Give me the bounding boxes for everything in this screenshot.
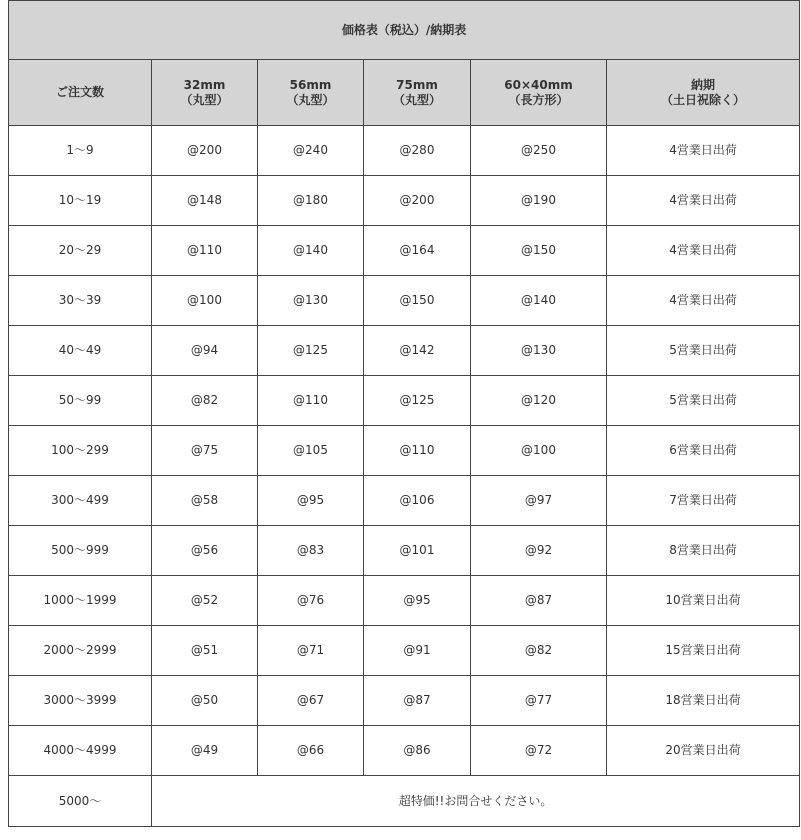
table-row xyxy=(9,326,800,376)
price-60x40mm-cell: @120 xyxy=(471,376,607,426)
price-75mm-cell: @101 xyxy=(364,526,471,576)
quantity-cell: 10〜19 xyxy=(9,176,152,226)
price-32mm-cell: @200 xyxy=(152,126,258,176)
table-title: 価格表（税込）/納期表 xyxy=(9,1,800,60)
price-75mm-cell: @87 xyxy=(364,676,471,726)
lead-time-cell: 6営業日出荷 xyxy=(607,426,800,476)
quantity-cell: 20〜29 xyxy=(9,226,152,276)
column-header-quantity xyxy=(9,60,152,126)
price-32mm-cell: @148 xyxy=(152,176,258,226)
price-32mm-cell: @50 xyxy=(152,676,258,726)
price-56mm-cell: @71 xyxy=(258,626,364,676)
lead-time-cell: 20営業日出荷 xyxy=(607,726,800,776)
price-60x40mm-cell: @100 xyxy=(471,426,607,476)
price-75mm-cell: @150 xyxy=(364,276,471,326)
price-32mm-cell: @110 xyxy=(152,226,258,276)
table-row xyxy=(9,126,800,176)
price-56mm-cell: @180 xyxy=(258,176,364,226)
price-32mm-cell: @49 xyxy=(152,726,258,776)
quantity-cell: 5000〜 xyxy=(9,776,152,827)
column-header-label: 納期 xyxy=(691,77,716,92)
price-60x40mm-cell: @190 xyxy=(471,176,607,226)
price-75mm-cell: @164 xyxy=(364,226,471,276)
table-header-row xyxy=(9,60,800,126)
quantity-cell: 40〜49 xyxy=(9,326,152,376)
lead-time-cell: 5営業日出荷 xyxy=(607,376,800,426)
price-60x40mm-cell: @150 xyxy=(471,226,607,276)
price-32mm-cell: @82 xyxy=(152,376,258,426)
price-32mm-cell: @52 xyxy=(152,576,258,626)
lead-time-cell: 4営業日出荷 xyxy=(607,226,800,276)
price-56mm-cell: @110 xyxy=(258,376,364,426)
column-header-56mm xyxy=(258,60,364,126)
price-56mm-cell: @130 xyxy=(258,276,364,326)
quantity-cell: 1000〜1999 xyxy=(9,576,152,626)
column-header-sublabel: （丸型） xyxy=(392,92,441,107)
lead-time-cell: 4営業日出荷 xyxy=(607,176,800,226)
price-56mm-cell: @240 xyxy=(258,126,364,176)
quantity-cell: 4000〜4999 xyxy=(9,726,152,776)
price-56mm-cell: @105 xyxy=(258,426,364,476)
quantity-cell: 300〜499 xyxy=(9,476,152,526)
lead-time-cell: 8営業日出荷 xyxy=(607,526,800,576)
price-60x40mm-cell: @250 xyxy=(471,126,607,176)
price-56mm-cell: @83 xyxy=(258,526,364,576)
table-row xyxy=(9,576,800,626)
price-32mm-cell: @75 xyxy=(152,426,258,476)
quantity-cell: 50〜99 xyxy=(9,376,152,426)
price-56mm-cell: @140 xyxy=(258,226,364,276)
quantity-cell: 1〜9 xyxy=(9,126,152,176)
inquiry-note: 超特価!!お問合せください。 xyxy=(152,776,800,827)
lead-time-cell: 4営業日出荷 xyxy=(607,126,800,176)
quantity-cell: 30〜39 xyxy=(9,276,152,326)
lead-time-cell: 15営業日出荷 xyxy=(607,626,800,676)
table-row xyxy=(9,676,800,726)
price-56mm-cell: @125 xyxy=(258,326,364,376)
table-row-inquiry xyxy=(9,776,800,827)
column-header-sublabel: （丸型） xyxy=(180,92,229,107)
lead-time-cell: 18営業日出荷 xyxy=(607,676,800,726)
price-32mm-cell: @56 xyxy=(152,526,258,576)
column-header-32mm xyxy=(152,60,258,126)
quantity-cell: 3000〜3999 xyxy=(9,676,152,726)
table-row xyxy=(9,426,800,476)
price-56mm-cell: @67 xyxy=(258,676,364,726)
column-header-label: 56mm xyxy=(289,77,332,92)
lead-time-cell: 10営業日出荷 xyxy=(607,576,800,626)
price-56mm-cell: @66 xyxy=(258,726,364,776)
table-row xyxy=(9,626,800,676)
column-header-label: 75mm xyxy=(396,77,438,92)
column-header-60x40mm xyxy=(471,60,607,126)
column-header-sublabel: （丸型） xyxy=(286,92,335,107)
price-60x40mm-cell: @97 xyxy=(471,476,607,526)
price-60x40mm-cell: @82 xyxy=(471,626,607,676)
price-60x40mm-cell: @87 xyxy=(471,576,607,626)
table-title-row xyxy=(9,1,800,60)
quantity-cell: 2000〜2999 xyxy=(9,626,152,676)
table-row xyxy=(9,276,800,326)
price-60x40mm-cell: @72 xyxy=(471,726,607,776)
price-75mm-cell: @280 xyxy=(364,126,471,176)
price-75mm-cell: @95 xyxy=(364,576,471,626)
table-row xyxy=(9,226,800,276)
price-75mm-cell: @86 xyxy=(364,726,471,776)
table-row xyxy=(9,726,800,776)
price-75mm-cell: @91 xyxy=(364,626,471,676)
column-header-sublabel: （長方形） xyxy=(508,92,569,107)
price-32mm-cell: @51 xyxy=(152,626,258,676)
price-56mm-cell: @95 xyxy=(258,476,364,526)
column-header-lead-time xyxy=(607,60,800,126)
price-60x40mm-cell: @77 xyxy=(471,676,607,726)
table-row xyxy=(9,176,800,226)
column-header-75mm xyxy=(364,60,471,126)
table-row xyxy=(9,376,800,426)
quantity-cell: 500〜999 xyxy=(9,526,152,576)
price-60x40mm-cell: @130 xyxy=(471,326,607,376)
table-row xyxy=(9,526,800,576)
price-table xyxy=(8,0,800,827)
column-header-sublabel: （土日祝除く） xyxy=(661,92,746,107)
lead-time-cell: 5営業日出荷 xyxy=(607,326,800,376)
quantity-cell: 100〜299 xyxy=(9,426,152,476)
price-75mm-cell: @110 xyxy=(364,426,471,476)
price-75mm-cell: @125 xyxy=(364,376,471,426)
column-header-label: ご注文数 xyxy=(55,85,104,99)
price-32mm-cell: @100 xyxy=(152,276,258,326)
price-32mm-cell: @94 xyxy=(152,326,258,376)
column-header-label: 32mm xyxy=(183,77,226,92)
column-header-label: 60×40mm xyxy=(504,77,573,92)
price-60x40mm-cell: @140 xyxy=(471,276,607,326)
price-75mm-cell: @200 xyxy=(364,176,471,226)
lead-time-cell: 4営業日出荷 xyxy=(607,276,800,326)
table-row xyxy=(9,476,800,526)
price-75mm-cell: @106 xyxy=(364,476,471,526)
price-32mm-cell: @58 xyxy=(152,476,258,526)
price-60x40mm-cell: @92 xyxy=(471,526,607,576)
lead-time-cell: 7営業日出荷 xyxy=(607,476,800,526)
price-75mm-cell: @142 xyxy=(364,326,471,376)
price-56mm-cell: @76 xyxy=(258,576,364,626)
